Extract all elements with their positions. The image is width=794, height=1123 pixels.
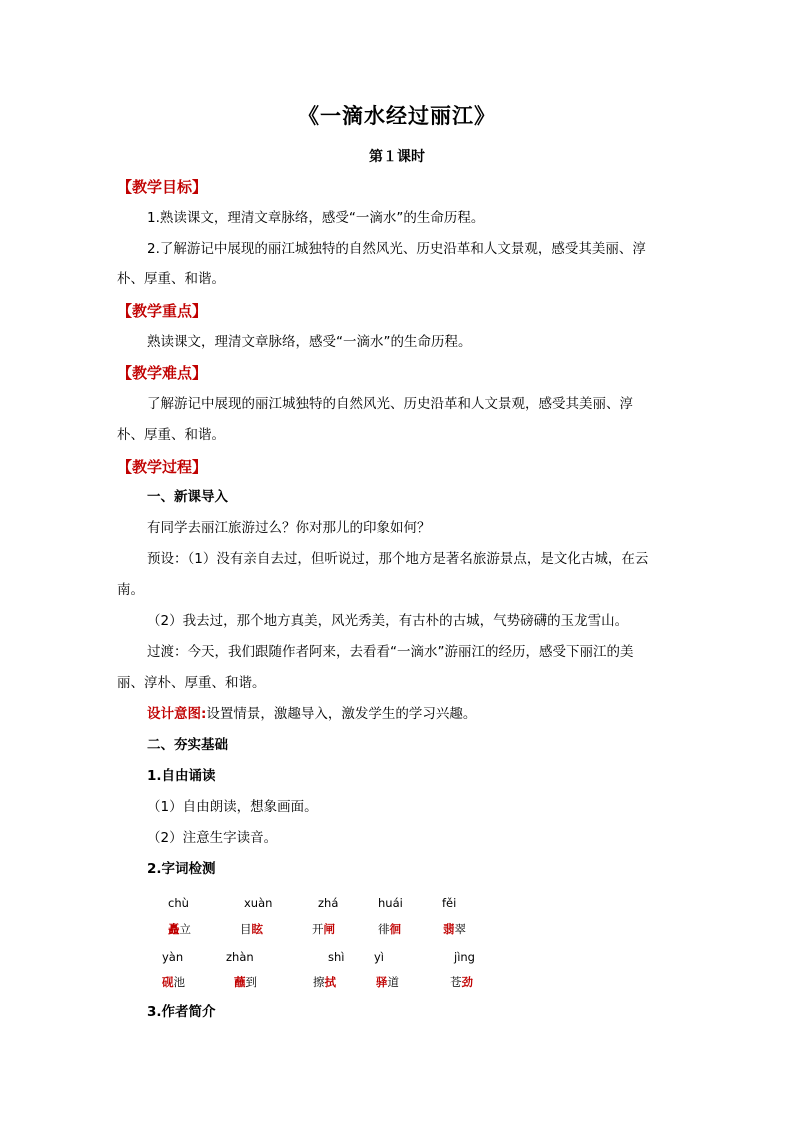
vocab-word	[240, 921, 263, 937]
vocab-word	[312, 921, 335, 937]
vocab-other-char: 目	[240, 922, 252, 936]
vocab-other-char: 池	[173, 975, 185, 989]
vocab-target-char: 眩	[251, 922, 263, 936]
preset-2: （2）我去过，那个地方真美，风光秀美，有古朴的古城，气势磅礴的玉龙雪山。	[147, 613, 629, 629]
sub-word-check: 2.字词检测	[147, 861, 216, 877]
vocab-other-char: 苍	[450, 975, 462, 989]
sub-free-reading: 1.自由诵读	[147, 768, 216, 784]
keypoints-heading: 【教学重点】	[117, 302, 208, 320]
transition-line-2: 丽、淳朴、厚重、和谐。	[117, 675, 266, 691]
process-heading: 【教学过程】	[117, 458, 208, 476]
vocab-other-char: 道	[387, 975, 399, 989]
vocab-pinyin: fěi	[442, 896, 457, 910]
vocab-target-char: 劲	[461, 975, 473, 989]
vocab-target-char: 驿	[376, 975, 388, 989]
document-title: 《一滴水经过丽江》	[298, 104, 496, 128]
vocab-pinyin: chù	[168, 896, 189, 910]
vocab-pinyin: yì	[374, 950, 385, 964]
difficulties-line-1: 了解游记中展现的丽江城独特的自然风光、历史沿革和人文景观，感受其美丽、淳	[147, 396, 633, 412]
free-reading-item-1: （1）自由朗读，想象画面。	[147, 799, 318, 815]
sub-author-intro: 3.作者简介	[147, 1004, 216, 1020]
vocab-word	[234, 974, 257, 990]
section-2-title: 二、夯实基础	[147, 737, 228, 753]
vocab-pinyin: huái	[378, 896, 403, 910]
vocab-pinyin: jìng	[454, 950, 475, 964]
free-reading-item-2: （2）注意生字读音。	[147, 830, 278, 846]
difficulties-heading: 【教学难点】	[117, 364, 208, 382]
vocab-word	[443, 921, 466, 937]
vocab-other-char: 擦	[313, 975, 325, 989]
design-intent	[147, 705, 476, 723]
vocab-word	[378, 921, 401, 937]
keypoints-text: 熟读课文，理清文章脉络，感受“一滴水”的生命历程。	[147, 334, 472, 350]
vocab-word	[168, 921, 191, 937]
intro-question: 有同学去丽江旅游过么？你对那儿的印象如何？	[147, 520, 431, 536]
vocab-pinyin: xuàn	[244, 896, 273, 910]
preset-1: 预设：（1）没有亲自去过，但听说过，那个地方是著名旅游景点，是文化古城，在云	[147, 551, 649, 567]
vocab-pinyin: zhá	[318, 896, 339, 910]
vocab-pinyin: yàn	[162, 950, 184, 964]
vocab-other-char: 到	[245, 975, 257, 989]
section-1-title: 一、新课导入	[147, 489, 228, 505]
goals-heading: 【教学目标】	[117, 178, 208, 196]
preset-1-cont: 南。	[117, 582, 144, 598]
goal-item-2: 2.了解游记中展现的丽江城独特的自然风光、历史沿革和人文景观，感受其美丽、淳	[147, 241, 646, 257]
vocab-other-char: 立	[179, 922, 191, 936]
lesson-period: 第１课时	[369, 149, 425, 165]
vocab-target-char: 拭	[324, 975, 336, 989]
vocab-word	[376, 974, 399, 990]
vocab-pinyin: zhàn	[226, 950, 254, 964]
design-intent-text: 设置情景，激趣导入，激发学生的学习兴趣。	[206, 706, 477, 722]
goal-item-2-cont: 朴、厚重、和谐。	[117, 271, 225, 287]
vocab-word	[450, 974, 473, 990]
vocab-target-char: 矗	[168, 922, 180, 936]
vocab-other-char: 翠	[454, 922, 466, 936]
goal-item-1: 1.熟读课文，理清文章脉络，感受“一滴水”的生命历程。	[147, 210, 485, 226]
vocab-other-char: 开	[312, 922, 324, 936]
vocab-target-char: 砚	[162, 975, 174, 989]
design-intent-label: 设计意图:	[147, 706, 207, 722]
vocab-other-char: 徘	[378, 922, 390, 936]
vocab-target-char: 闸	[323, 922, 335, 936]
vocab-pinyin: shì	[328, 950, 345, 964]
transition-line-1: 过渡：今天，我们跟随作者阿来，去看看“一滴水”游丽江的经历，感受下丽江的美	[147, 644, 634, 660]
vocab-target-char: 徊	[389, 922, 401, 936]
difficulties-line-2: 朴、厚重、和谐。	[117, 427, 225, 443]
vocab-target-char: 翡	[443, 922, 455, 936]
vocab-word	[313, 974, 336, 990]
vocab-word	[162, 974, 185, 990]
vocab-target-char: 蘸	[234, 975, 246, 989]
